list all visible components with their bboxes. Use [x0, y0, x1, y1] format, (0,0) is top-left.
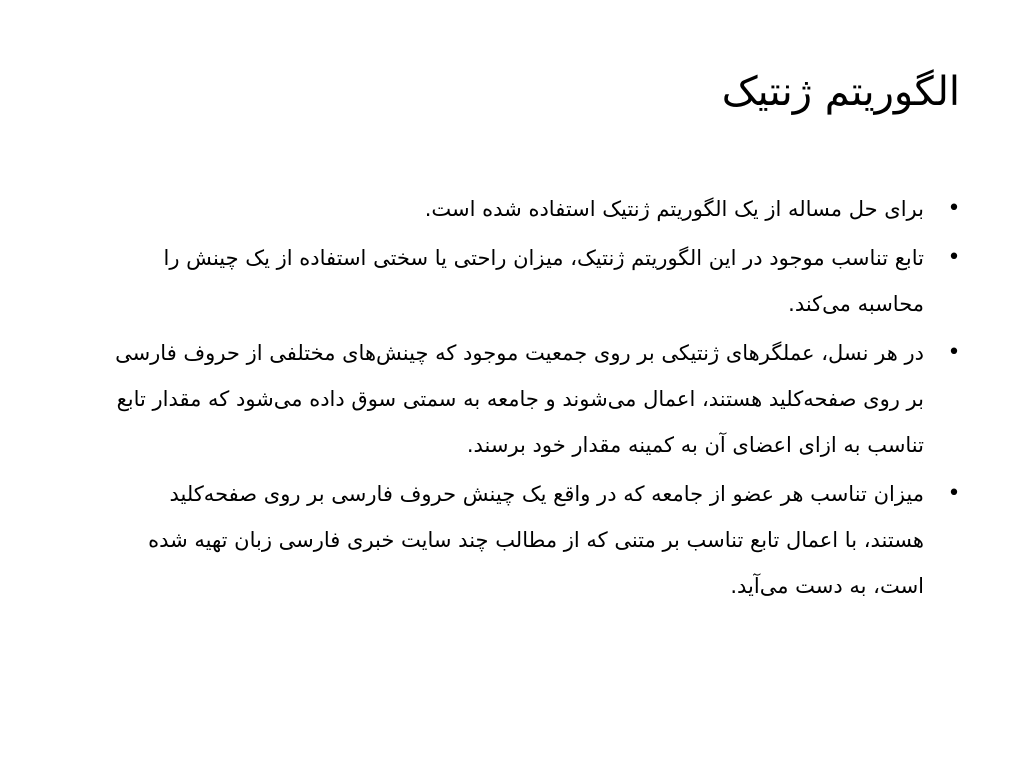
- bullet-text: میزان تناسب هر عضو از جامعه که در واقع یک چینش حروف فارسی بر روی صفحه‌کلید هستند، با اعمال تابع تناسب بر متنی که از مطالب چند سایت خبری فارسی زبان تهیه شده است، به دست می‌آید.: [148, 482, 924, 598]
- bullet-icon: •: [947, 245, 961, 270]
- bullet-item: [104, 186, 964, 232]
- bullet-icon: •: [947, 340, 961, 365]
- bullet-text: تابع تناسب موجود در این الگوریتم ژنتیک، میزان راحتی یا سختی استفاده از یک چینش را محاسبه می‌کند.: [163, 246, 924, 316]
- slide-title: الگوریتم ژنتیک: [721, 69, 960, 115]
- bullet-text: برای حل مساله از یک الگوریتم ژنتیک استفاده شده است.: [424, 197, 924, 221]
- bullet-item: [104, 235, 964, 327]
- bullet-item: [104, 330, 964, 468]
- bullet-list: [104, 186, 964, 612]
- bullet-icon: •: [947, 481, 961, 506]
- bullet-item: [104, 471, 964, 609]
- bullet-text: در هر نسل، عملگرهای ژنتیکی بر روی جمعیت موجود که چینش‌های مختلفی از حروف فارسی بر روی صفحه‌کلید هستند، اعمال می‌شوند و جامعه به سمتی سوق داده می‌شود که مقدار تابع تناسب به ازای اعضای آن به کمینه مقدار خود برسند.: [115, 341, 924, 457]
- bullet-icon: •: [947, 196, 961, 221]
